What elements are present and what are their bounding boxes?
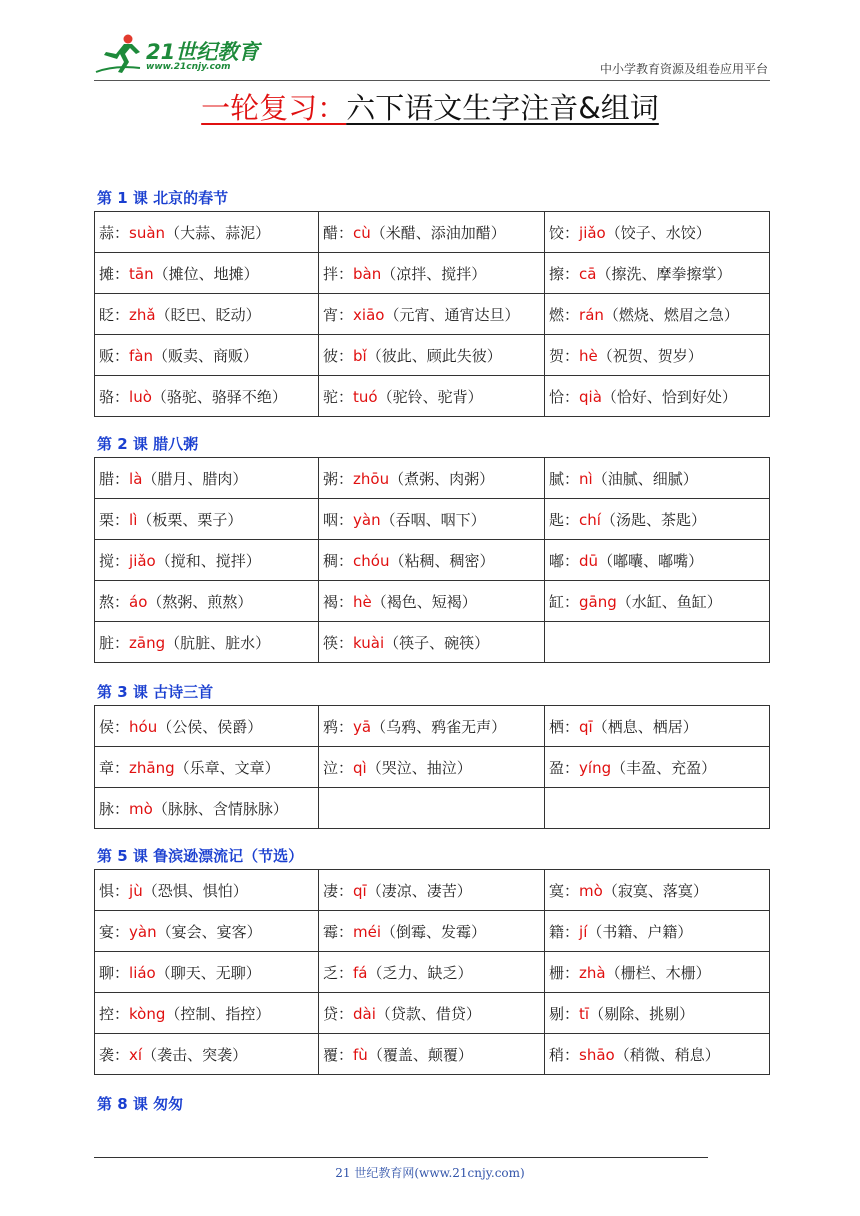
vocab-table	[94, 211, 770, 417]
vocab-cell	[95, 1034, 319, 1075]
word-examples: （油腻、细腻）	[592, 469, 698, 488]
word-examples: （公侯、侯爵）	[157, 717, 263, 736]
pinyin: mò	[579, 881, 603, 900]
pinyin: fàn	[129, 346, 154, 365]
vocab-cell	[545, 911, 770, 952]
pinyin: jù	[129, 881, 143, 900]
word-examples: （丰盈、充盈）	[611, 758, 717, 777]
pinyin: cù	[353, 223, 371, 242]
colon: ：	[564, 551, 580, 570]
vocab-cell	[319, 706, 545, 747]
colon: ：	[114, 881, 130, 900]
logo-url: www.21cnjy.com	[146, 62, 231, 72]
character: 霉	[323, 922, 339, 941]
vocab-cell	[545, 376, 770, 417]
character: 惧	[99, 881, 115, 900]
pinyin: áo	[129, 592, 148, 611]
colon: ：	[338, 305, 354, 324]
vocab-cell	[545, 540, 770, 581]
pinyin: nì	[579, 469, 593, 488]
vocab-cell	[319, 499, 545, 540]
vocab-cell	[95, 622, 319, 663]
word-examples: （倒霉、发霉）	[381, 922, 487, 941]
character: 栖	[549, 717, 565, 736]
pinyin: zhǎ	[129, 305, 156, 324]
pinyin: suàn	[129, 223, 166, 242]
colon: ：	[114, 264, 130, 283]
colon: ：	[114, 1045, 130, 1064]
table-row	[95, 294, 770, 335]
colon: ：	[564, 881, 580, 900]
word-examples: （乏力、缺乏）	[367, 963, 473, 982]
vocab-cell	[319, 911, 545, 952]
pinyin: bàn	[353, 264, 382, 283]
word-examples: （贩卖、商贩）	[153, 346, 259, 365]
colon: ：	[338, 922, 354, 941]
character: 泣	[323, 758, 339, 777]
vocab-cell	[545, 706, 770, 747]
pinyin: dū	[579, 551, 599, 570]
character: 稍	[549, 1045, 565, 1064]
character: 彼	[323, 346, 339, 365]
word-examples: （水缸、鱼缸）	[616, 592, 722, 611]
header-divider	[94, 80, 770, 81]
vocab-table	[94, 869, 770, 1075]
colon: ：	[114, 387, 130, 406]
colon: ：	[564, 922, 580, 941]
pinyin: jiǎo	[129, 551, 156, 570]
vocab-cell	[95, 458, 319, 499]
character: 蒜	[99, 223, 115, 242]
vocab-cell	[545, 499, 770, 540]
pinyin: zhāng	[129, 758, 175, 777]
colon: ：	[564, 346, 580, 365]
word-examples: （控制、指控）	[165, 1004, 271, 1023]
character: 籍	[549, 922, 565, 941]
table-row	[95, 622, 770, 663]
word-examples: （腊月、腊肉）	[142, 469, 248, 488]
word-examples: （粘稠、稠密）	[389, 551, 495, 570]
pinyin: qī	[353, 881, 367, 900]
section-heading: 第 8 课 匆匆	[97, 1095, 184, 1113]
character: 脉	[99, 799, 115, 818]
colon: ：	[338, 264, 354, 283]
vocab-cell	[95, 993, 319, 1034]
word-examples: （米醋、添油加醋）	[370, 223, 506, 242]
character: 控	[99, 1004, 115, 1023]
pinyin: fá	[353, 963, 368, 982]
character: 眨	[99, 305, 115, 324]
vocab-cell	[95, 253, 319, 294]
pinyin: hóu	[129, 717, 158, 736]
vocab-cell	[545, 253, 770, 294]
vocab-cell	[545, 335, 770, 376]
colon: ：	[564, 264, 580, 283]
word-examples: （彼此、顾此失彼）	[366, 346, 502, 365]
word-examples: （燃烧、燃眉之急）	[603, 305, 739, 324]
character: 栅	[549, 963, 565, 982]
page-footer: 21 世纪教育网(www.21cnjy.com)	[335, 1166, 525, 1180]
vocab-table	[94, 457, 770, 663]
colon: ：	[114, 551, 130, 570]
vocab-cell	[545, 747, 770, 788]
pinyin: hè	[353, 592, 372, 611]
pinyin: qī	[579, 717, 593, 736]
vocab-cell	[95, 499, 319, 540]
vocab-cell	[95, 540, 319, 581]
colon: ：	[564, 1004, 580, 1023]
pinyin: fù	[353, 1045, 368, 1064]
pinyin: tuó	[353, 387, 378, 406]
colon: ：	[114, 799, 130, 818]
colon: ：	[338, 758, 354, 777]
word-examples: （袭击、突袭）	[142, 1045, 248, 1064]
colon: ：	[114, 963, 130, 982]
section-heading: 第 2 课 腊八粥	[97, 435, 199, 453]
colon: ：	[338, 1045, 354, 1064]
colon: ：	[564, 758, 580, 777]
pinyin: bǐ	[353, 346, 367, 365]
word-examples: （骆驼、骆驿不绝）	[151, 387, 287, 406]
pinyin: méi	[353, 922, 382, 941]
character: 鸦	[323, 717, 339, 736]
word-examples: （脉脉、含情脉脉）	[152, 799, 288, 818]
footer-divider	[94, 1157, 708, 1158]
colon: ：	[564, 592, 580, 611]
word-examples: （恐惧、惧怕）	[142, 881, 248, 900]
word-examples: （板栗、栗子）	[137, 510, 243, 529]
colon: ：	[114, 592, 130, 611]
word-examples: （摊位、地摊）	[153, 264, 259, 283]
vocab-cell	[95, 294, 319, 335]
word-examples: （稍微、稍息）	[614, 1045, 720, 1064]
pinyin: gāng	[579, 592, 617, 611]
word-examples: （嘟囔、嘟嘴）	[598, 551, 704, 570]
pinyin: jí	[579, 922, 588, 941]
pinyin: cā	[579, 264, 597, 283]
vocab-cell	[95, 212, 319, 253]
word-examples: （乐章、文章）	[174, 758, 280, 777]
vocab-cell	[545, 952, 770, 993]
vocab-cell	[545, 212, 770, 253]
word-examples: （凉拌、搅拌）	[381, 264, 487, 283]
character: 宴	[99, 922, 115, 941]
colon: ：	[114, 922, 130, 941]
pinyin: mò	[129, 799, 153, 818]
character: 搅	[99, 551, 115, 570]
character: 袭	[99, 1045, 115, 1064]
word-examples: （肮脏、脏水）	[165, 633, 271, 652]
colon: ：	[114, 1004, 130, 1023]
pinyin: chóu	[353, 551, 390, 570]
vocab-cell	[319, 788, 545, 829]
table-row	[95, 993, 770, 1034]
pinyin: zāng	[129, 633, 166, 652]
colon: ：	[564, 223, 580, 242]
word-examples: （熬粥、煎熬）	[147, 592, 253, 611]
character: 乏	[323, 963, 339, 982]
character: 拌	[323, 264, 339, 283]
vocab-cell	[319, 335, 545, 376]
character: 咽	[323, 510, 339, 529]
vocab-cell	[319, 581, 545, 622]
vocab-cell	[545, 1034, 770, 1075]
character: 栗	[99, 510, 115, 529]
colon: ：	[114, 305, 130, 324]
word-examples: （剔除、挑剔）	[589, 1004, 695, 1023]
colon: ：	[564, 387, 580, 406]
pinyin: lì	[129, 510, 138, 529]
pinyin: yàn	[129, 922, 157, 941]
character: 褐	[323, 592, 339, 611]
table-row	[95, 911, 770, 952]
word-examples: （祝贺、贺岁）	[597, 346, 703, 365]
table-row	[95, 499, 770, 540]
pinyin: qì	[353, 758, 367, 777]
colon: ：	[114, 758, 130, 777]
table-row	[95, 952, 770, 993]
pinyin: yàn	[353, 510, 381, 529]
pinyin: chí	[579, 510, 601, 529]
pinyin: rán	[579, 305, 604, 324]
vocab-cell	[545, 622, 770, 663]
section-heading: 第 1 课 北京的春节	[97, 189, 229, 207]
table-row	[95, 540, 770, 581]
vocab-cell	[319, 1034, 545, 1075]
vocab-cell	[319, 458, 545, 499]
word-examples: （乌鸦、鸦雀无声）	[371, 717, 507, 736]
table-row	[95, 581, 770, 622]
vocab-cell	[319, 747, 545, 788]
character: 腊	[99, 469, 115, 488]
vocab-cell	[95, 870, 319, 911]
word-examples: （哭泣、抽泣）	[366, 758, 472, 777]
vocab-cell	[95, 335, 319, 376]
vocab-cell	[319, 540, 545, 581]
colon: ：	[338, 717, 354, 736]
character: 凄	[323, 881, 339, 900]
pinyin: tān	[129, 264, 154, 283]
vocab-cell	[545, 294, 770, 335]
colon: ：	[338, 881, 354, 900]
pinyin: tī	[579, 1004, 590, 1023]
colon: ：	[338, 592, 354, 611]
table-row	[95, 747, 770, 788]
word-examples: （擦洗、摩拳擦掌）	[596, 264, 732, 283]
colon: ：	[114, 633, 130, 652]
colon: ：	[338, 963, 354, 982]
word-examples: （驼铃、驼背）	[377, 387, 483, 406]
word-examples: （凄凉、凄苦）	[366, 881, 472, 900]
character: 筷	[323, 633, 339, 652]
colon: ：	[564, 305, 580, 324]
table-row	[95, 335, 770, 376]
vocab-cell	[319, 993, 545, 1034]
character: 覆	[323, 1045, 339, 1064]
colon: ：	[338, 633, 354, 652]
table-row	[95, 376, 770, 417]
vocab-cell	[319, 212, 545, 253]
table-row	[95, 788, 770, 829]
word-examples: （饺子、水饺）	[605, 223, 711, 242]
pinyin: liáo	[129, 963, 156, 982]
character: 贷	[323, 1004, 339, 1023]
word-examples: （栅栏、木栅）	[605, 963, 711, 982]
colon: ：	[338, 387, 354, 406]
character: 宵	[323, 305, 339, 324]
section-heading: 第 3 课 古诗三首	[97, 683, 214, 701]
pinyin: là	[129, 469, 143, 488]
vocab-cell	[95, 376, 319, 417]
character: 贩	[99, 346, 115, 365]
word-examples: （贷款、借贷）	[375, 1004, 481, 1023]
word-examples: （汤匙、茶匙）	[600, 510, 706, 529]
pinyin: zhà	[579, 963, 606, 982]
vocab-cell	[95, 788, 319, 829]
character: 骆	[99, 387, 115, 406]
word-examples: （眨巴、眨动）	[155, 305, 261, 324]
vocab-cell	[545, 581, 770, 622]
pinyin: shāo	[579, 1045, 615, 1064]
pinyin: qià	[579, 387, 602, 406]
pinyin: jiǎo	[579, 223, 606, 242]
character: 剔	[549, 1004, 565, 1023]
word-examples: （宴会、宴客）	[156, 922, 262, 941]
page-title	[0, 88, 860, 128]
vocab-cell	[319, 952, 545, 993]
word-examples: （褐色、短褐）	[371, 592, 477, 611]
vocab-cell	[545, 458, 770, 499]
pinyin: yā	[353, 717, 372, 736]
colon: ：	[564, 717, 580, 736]
colon: ：	[338, 469, 354, 488]
vocab-cell	[319, 622, 545, 663]
colon: ：	[114, 510, 130, 529]
colon: ：	[114, 346, 130, 365]
word-examples: （吞咽、咽下）	[380, 510, 486, 529]
pinyin: hè	[579, 346, 598, 365]
pinyin: luò	[129, 387, 152, 406]
character: 贺	[549, 346, 565, 365]
vocab-cell	[95, 747, 319, 788]
character: 稠	[323, 551, 339, 570]
colon: ：	[564, 469, 580, 488]
pinyin: xiāo	[353, 305, 385, 324]
vocab-cell	[95, 581, 319, 622]
colon: ：	[338, 1004, 354, 1023]
logo-text: 21世纪教育	[146, 40, 260, 64]
character: 嘟	[549, 551, 565, 570]
character: 燃	[549, 305, 565, 324]
table-row	[95, 706, 770, 747]
colon: ：	[338, 223, 354, 242]
character: 恰	[549, 387, 565, 406]
vocab-table	[94, 705, 770, 829]
pinyin: xí	[129, 1045, 143, 1064]
pinyin: zhōu	[353, 469, 390, 488]
colon: ：	[564, 963, 580, 982]
character: 熬	[99, 592, 115, 611]
character: 腻	[549, 469, 565, 488]
vocab-cell	[545, 870, 770, 911]
title-main: 六下语文生字注音&组词	[346, 91, 659, 125]
section-heading: 第 5 课 鲁滨逊漂流记（节选）	[97, 847, 304, 865]
colon: ：	[564, 1045, 580, 1064]
word-examples: （搅和、搅拌）	[155, 551, 261, 570]
table-row	[95, 458, 770, 499]
word-examples: （栖息、栖居）	[592, 717, 698, 736]
colon: ：	[114, 717, 130, 736]
vocab-cell	[545, 788, 770, 829]
character: 驼	[323, 387, 339, 406]
colon: ：	[114, 469, 130, 488]
vocab-cell	[319, 376, 545, 417]
character: 章	[99, 758, 115, 777]
table-row	[95, 870, 770, 911]
word-examples: （书籍、户籍）	[587, 922, 693, 941]
word-examples: （筷子、碗筷）	[384, 633, 490, 652]
colon: ：	[338, 551, 354, 570]
table-row	[95, 1034, 770, 1075]
word-examples: （恰好、恰到好处）	[601, 387, 737, 406]
character: 醋	[323, 223, 339, 242]
character: 侯	[99, 717, 115, 736]
pinyin: kuài	[353, 633, 385, 652]
table-row	[95, 253, 770, 294]
logo	[94, 32, 264, 76]
colon: ：	[114, 223, 130, 242]
character: 粥	[323, 469, 339, 488]
character: 匙	[549, 510, 565, 529]
colon: ：	[564, 510, 580, 529]
vocab-cell	[95, 952, 319, 993]
character: 寞	[549, 881, 565, 900]
vocab-cell	[95, 706, 319, 747]
word-examples: （元宵、通宵达旦）	[384, 305, 520, 324]
table-row	[95, 212, 770, 253]
runner-logo-icon	[94, 32, 146, 76]
vocab-cell	[319, 294, 545, 335]
pinyin: yíng	[579, 758, 612, 777]
word-examples: （覆盖、颠覆）	[367, 1045, 473, 1064]
character: 摊	[99, 264, 115, 283]
word-examples: （寂寞、落寞）	[602, 881, 708, 900]
word-examples: （煮粥、肉粥）	[389, 469, 495, 488]
character: 擦	[549, 264, 565, 283]
word-examples: （大蒜、蒜泥）	[165, 223, 271, 242]
pinyin: kòng	[129, 1004, 166, 1023]
vocab-cell	[545, 993, 770, 1034]
character: 聊	[99, 963, 115, 982]
word-examples: （聊天、无聊）	[155, 963, 261, 982]
platform-name: 中小学教育资源及组卷应用平台	[599, 62, 768, 76]
character: 盈	[549, 758, 565, 777]
vocab-cell	[319, 253, 545, 294]
page-header	[94, 32, 770, 80]
title-prefix: 一轮复习：	[201, 91, 347, 125]
character: 缸	[549, 592, 565, 611]
character: 脏	[99, 633, 115, 652]
vocab-cell	[95, 911, 319, 952]
colon: ：	[338, 510, 354, 529]
pinyin: dài	[353, 1004, 376, 1023]
vocab-cell	[319, 870, 545, 911]
character: 饺	[549, 223, 565, 242]
colon: ：	[338, 346, 354, 365]
